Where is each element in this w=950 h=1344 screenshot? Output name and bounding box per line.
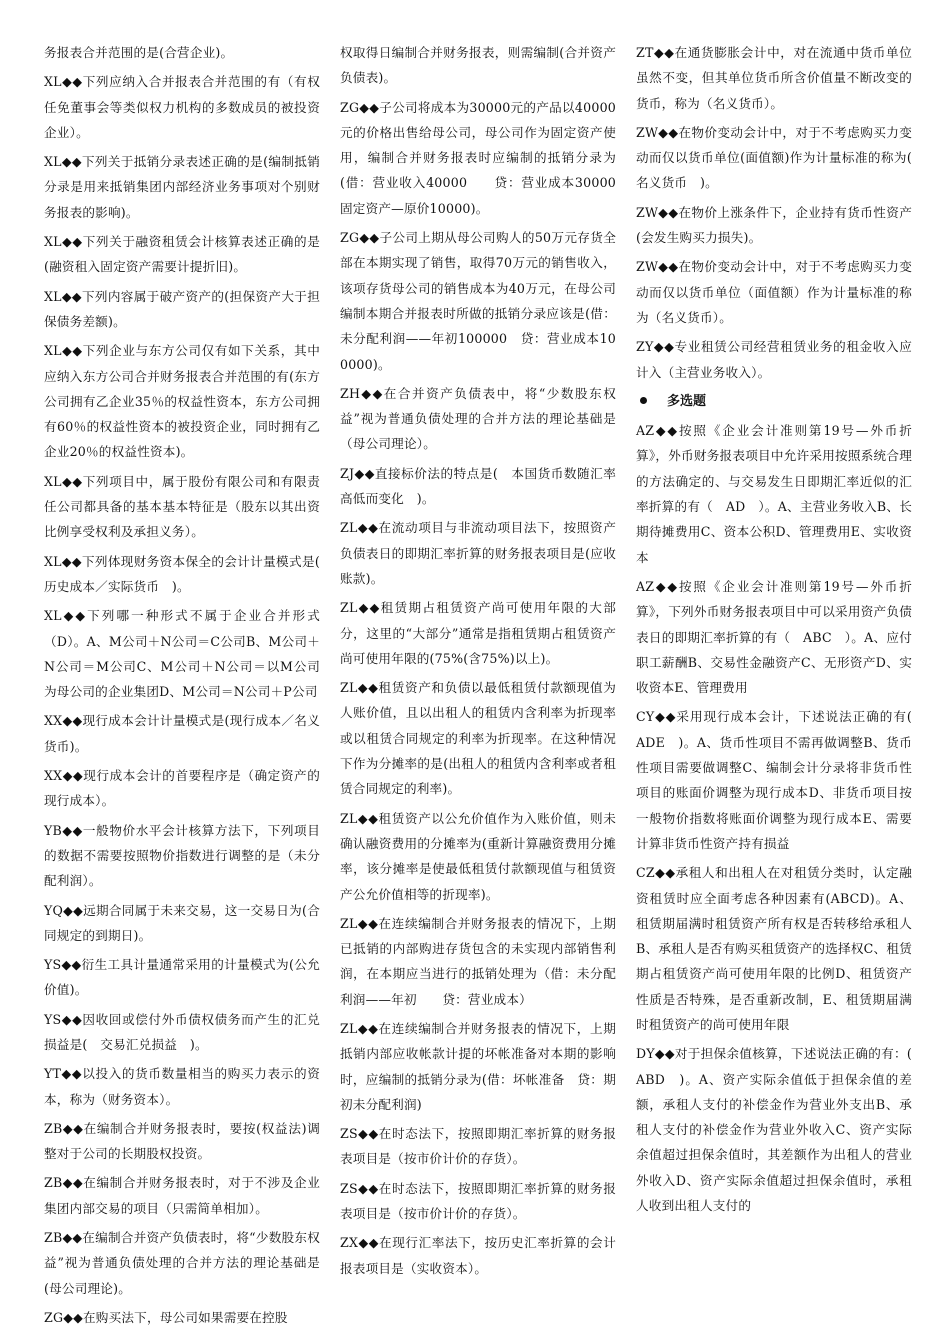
entry: ZW◆◆在物价变动会计中，对于不考虑购买力变动而仅以货币单位（面值额）作为计量标准的称为（名义货币）。 bbox=[636, 259, 912, 325]
entry: CZ◆◆承租人和出租人在对租赁分类时，认定融资租赁时应全面考虑各种因素有(ABCD)。A、租赁期届满时租赁资产所有权是否转移给承租人B、承租人是否有购买租赁资产的选择权C、租赁期占租赁资产尚可使用年限的比例D、租赁资产性质是否特殊，是否重新改制，E、租赁期届满时租赁资产的尚可使用年限 bbox=[636, 865, 912, 1032]
entry: ZG◆◆子公司上期从母公司购人的50万元存货全部在本期实现了销售，取得70万元的销售收入，该项存货母公司的销售成本为40万元，在母公司编制本期合并报表时所做的抵销分录应该是(借：未分配利润——年初100000 贷：营业成本100000)。 bbox=[340, 230, 616, 372]
column-2 bbox=[340, 40, 642, 1330]
entry: 务报表合并范围的是(合营企业)。 bbox=[44, 45, 234, 60]
section-heading bbox=[636, 389, 912, 414]
entry: ZG◆◆在购买法下，母公司如果需要在控股 bbox=[44, 1309, 288, 1325]
entry: ZL◆◆在连续编制合并财务报表的情况下，上期已抵销的内部购进存货包含的未实现内部销售利润，在本期应当进行的抵销处理为（借：未分配利润——年初 贷：营业成本） bbox=[340, 915, 616, 1007]
entry: ZL◆◆租赁期占租赁资产尚可使用年限的大部分，这里的“大部分”通常是指租赁期占租赁资产尚可使用年限的(75%(含75%)以上)。 bbox=[340, 600, 616, 666]
entry: XL◆◆下列企业与东方公司仅有如下关系，其中应纳入东方公司合并财务报表合并范围的有(东方公司拥有乙企业35％的权益性资本，东方公司拥有60％的权益性资本的被投资企业，同时拥有乙企业20％的权益性资本)。 bbox=[44, 343, 320, 460]
entry: ZB◆◆在编制合并财务报表时，要按(权益法)调整对于公司的长期股权投资。 bbox=[44, 1120, 320, 1162]
entry: XL◆◆下列体现财务资本保全的会计计量模式是( 历史成本／实际货币 )。 bbox=[44, 553, 333, 594]
entry: ZL◆◆租赁资产以公允价值作为入账价值，则未确认融资费用的分摊率为(重新计算融资费用分摊率，该分摊率是使最低租赁付款额现值与租赁资产公允价值相等的折现率)。 bbox=[340, 810, 616, 902]
entry: ZL◆◆在连续编制合并财务报表的情况下，上期抵销内部应收帐款计提的坏帐准备对本期的影响时，应编制的抵销分录为(借：坏帐准备 贷：期初未分配利润) bbox=[340, 1020, 616, 1112]
entry: ZJ◆◆直接标价法的特点是( 本国货币数随汇率高低而变化 )。 bbox=[340, 465, 616, 507]
entry: XX◆◆现行成本会计的首要程序是（确定资产的现行成本）。 bbox=[44, 768, 320, 809]
entry: 权取得日编制合并财务报表，则需编制(合并资产负债表)。 bbox=[340, 45, 616, 86]
entry: ZW◆◆在物价上涨条件下，企业持有货币性资产(会发生购买力损失)。 bbox=[636, 204, 912, 246]
entry: ZY◆◆专业租赁公司经营租赁业务的租金收入应计入（主营业务收入）。 bbox=[636, 339, 912, 380]
entry: ZH◆◆在合并资产负债表中，将“少数股东权益”视为普通负债处理的合并方法的理论基础是（母公司理论）。 bbox=[340, 385, 616, 452]
entry: XL◆◆下列内容属于破产资产的(担保资产大于担保债务差额)。 bbox=[44, 288, 320, 329]
column-3 bbox=[636, 40, 925, 1330]
entry: YS◆◆衍生工具计量通常采用的计量模式为(公允价值)。 bbox=[44, 957, 320, 998]
bullet-icon bbox=[640, 397, 647, 404]
entry: YT◆◆以投入的货币数量相当的购买力表示的资本，称为（财务资本）。 bbox=[44, 1066, 320, 1107]
entry: ZB◆◆在编制合并财务报表时，对于不涉及企业集团内部交易的项目（只需简单相加）。 bbox=[44, 1175, 320, 1216]
entry: ZW◆◆在物价变动会计中，对于不考虑购买力变动而仅以货币单位(面值额)作为计量标准的称为( 名义货币 )。 bbox=[636, 124, 925, 191]
entry: AZ◆◆按照《企业会计准则第19号—外币折算》，下列外币财务报表项目中可以采用资产负债表日的即期汇率折算的有（ ABC ）。A、应付职工薪酬B、交易性金融资产C、无形资产D、实收资本E、管理费用 bbox=[636, 578, 912, 696]
entry: XL◆◆下列项目中，属于股份有限公司和有限责任公司都具备的基本基本特征是（股东以其出资比例享受权利及承担义务）。 bbox=[44, 473, 320, 540]
entry: ZB◆◆在编制合并资产负债表时，将“少数股东权益”视为普通负债处理的合并方法的理论基础是(母公司理论)。 bbox=[44, 1230, 320, 1296]
entry: XL◆◆下列关于融资租赁会计核算表述正确的是(融资租入固定资产需要计提折旧)。 bbox=[44, 234, 320, 275]
entry: ZT◆◆在通货膨胀会计中，对在流通中货币单位虽然不变，但其单位货币所含价值量不断改变的货币，称为（名义货币）。 bbox=[636, 45, 912, 111]
entry: XX◆◆现行成本会计计量模式是(现行成本／名义货币)。 bbox=[44, 713, 320, 754]
entry: XL◆◆下列应纳入合并报表合并范围的有（有权任免董事会等类似权力机构的多数成员的被投资企业）。 bbox=[44, 74, 320, 140]
column-1 bbox=[44, 40, 333, 1330]
document-page bbox=[44, 40, 925, 1330]
entry: DY◆◆对于担保余值核算，下述说法正确的有：( ABD )。A、资产实际余值低于担保余值的差额，承租人支付的补偿金作为营业外支出B、承租人支付的补偿金作为营业外收入C、资产实际余值超过担保余值时，其差额作为出租人的营业外收入D、资产实际余值超过担保余值时，承租人收到出租人支付的 bbox=[636, 1046, 925, 1214]
entry: YB◆◆一般物价水平会计核算方法下，下列项目的数据不需要按照物价指数进行调整的是（未分配利润）。 bbox=[44, 822, 320, 889]
entry: ZS◆◆在时态法下，按照即期汇率折算的财务报表项目是（按市价计价的存货）。 bbox=[340, 1180, 616, 1222]
entry: YQ◆◆远期合同属于未来交易，这一交易日为(合同规定的到期日)。 bbox=[44, 902, 320, 943]
section-heading-text: 多选题 bbox=[667, 393, 707, 409]
entry: YS◆◆因收回或偿付外币债权债务而产生的汇兑损益是( 交易汇兑损益 )。 bbox=[44, 1011, 320, 1052]
entry: ZS◆◆在时态法下，按照即期汇率折算的财务报表项目是（按市价计价的存货）。 bbox=[340, 1126, 616, 1167]
entry: AZ◆◆按照《企业会计准则第19号—外币折算》，外币财务报表项目中允许采用按照系统合理的方法确定的、与交易发生日即期汇率近似的汇率折算的有（ AD ）。A、主营业务收入B、长期待摊费用C、资本公积D、管理费用E、实收资本 bbox=[636, 423, 912, 565]
entry: ZL◆◆租赁资产和负债以最低租赁付款额现值为人账价值，且以出租人的租赁内含利率为折现率或以租赁合同规定的利率为折现率。在这种情况下作为分摊率的是(出租人的租赁内含利率或者租赁合同规定的利率)。 bbox=[340, 680, 616, 797]
entry: XL◆◆下列哪一种形式不属于企业合并形式（D）。A、M公司＋N公司＝C公司B、M公司＋N公司＝M公司C、M公司＋N公司＝以M公司为母公司的企业集团D、M公司＝N公司＋P公司 bbox=[44, 608, 320, 700]
entry: ZL◆◆在流动项目与非流动项目法下，按照资产负债表日的即期汇率折算的财务报表项目是(应收账款)。 bbox=[340, 520, 616, 586]
entry: ZG◆◆子公司将成本为30000元的产品以40000元的价格出售给母公司，母公司作为固定资产使用，编制合并财务报表时应编制的抵销分录为(借：营业收入40000 贷：营业成本30000 固定资产—原价10000)。 bbox=[340, 99, 642, 216]
entry: XL◆◆下列关于抵销分录表述正确的是(编制抵销分录是用来抵销集团内部经济业务事项对个别财务报表的影响)。 bbox=[44, 154, 320, 220]
entry: ZX◆◆在现行汇率法下，按历史汇率折算的会计报表项目是（实收资本）。 bbox=[340, 1235, 616, 1276]
entry: CY◆◆采用现行成本会计，下述说法正确的有( ADE )。A、货币性项目不需再做调整B、货币性项目需要做调整C、编制会计分录将非货币性项目的账面价调整为现行成本D、非货币项目按一般物价指数将账面价调整为现行成本E、需要计算非货币性资产持有损益 bbox=[636, 709, 925, 851]
